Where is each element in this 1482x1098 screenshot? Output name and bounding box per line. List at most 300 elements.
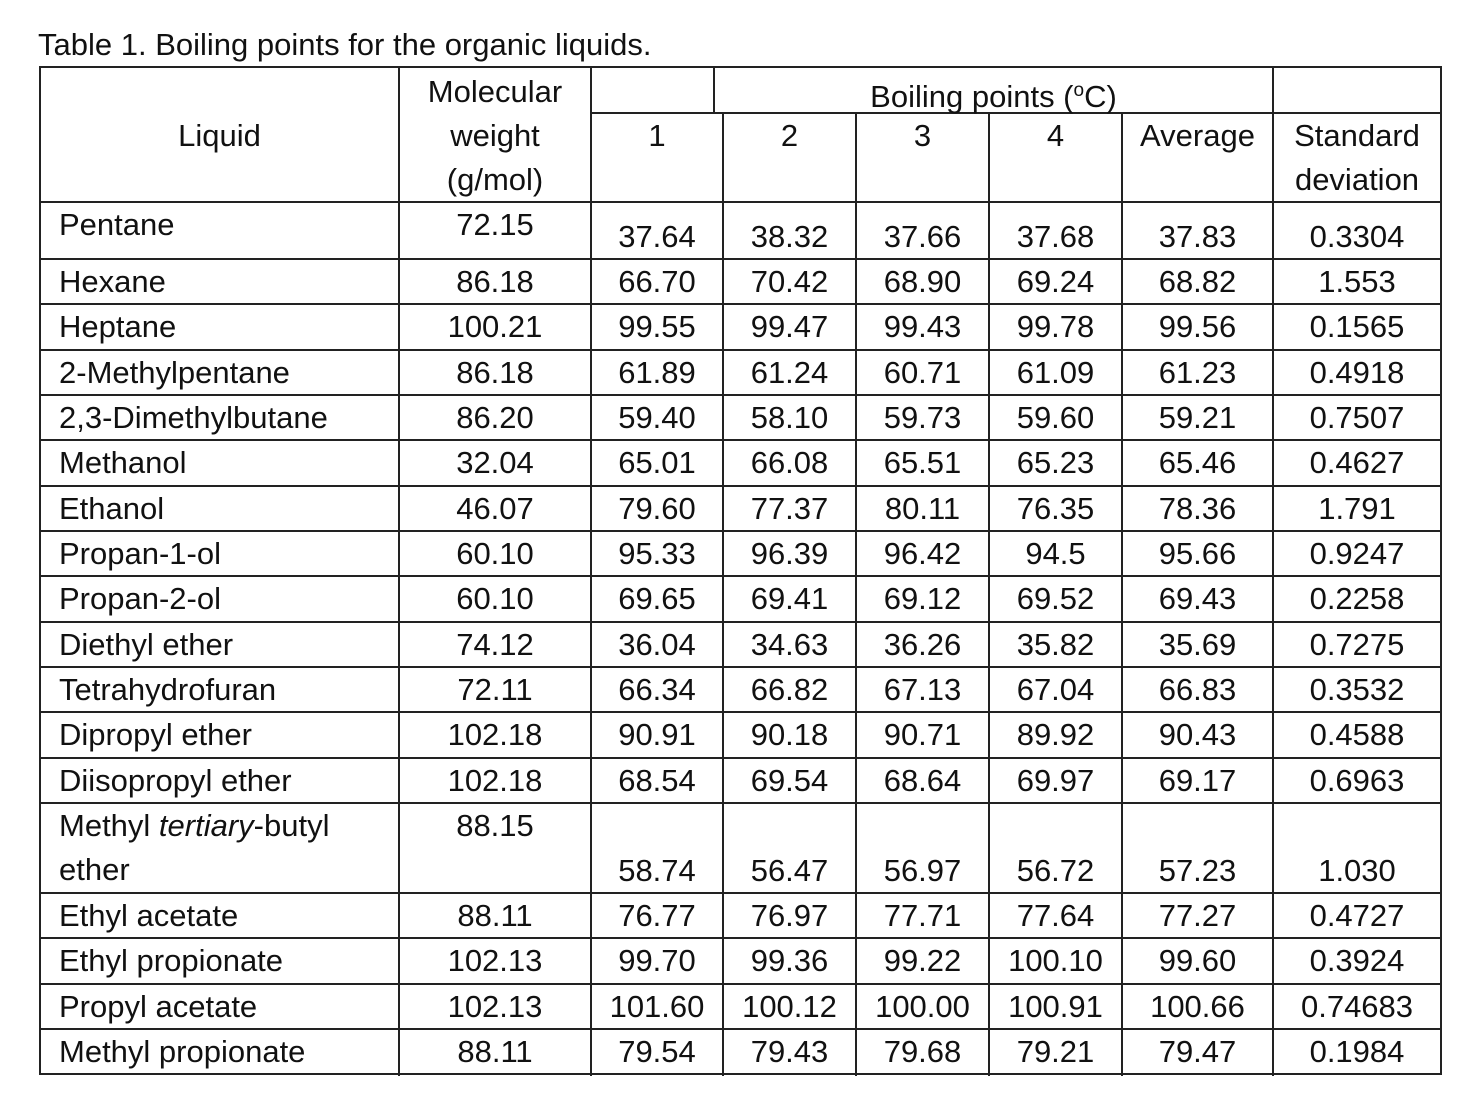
table-cell-liquid: [41, 203, 400, 260]
table-cell-avg: [1123, 985, 1274, 1030]
table-cell-liquid: [41, 396, 400, 441]
table-cell-b3: [857, 305, 990, 351]
table-cell-sd: [1274, 203, 1440, 260]
table-cell-avg: [1123, 759, 1274, 804]
table-cell-b4: [990, 203, 1123, 260]
row-avg: 69.43: [1158, 581, 1237, 616]
table-cell-b3: [857, 668, 990, 713]
table-cell-liquid: [41, 260, 400, 305]
table-cell-b3: [857, 532, 990, 577]
row-b2: 70.42: [750, 264, 829, 299]
table-cell-mw: [400, 260, 592, 305]
row-liquid: Methanol: [59, 445, 187, 480]
row-sd: 0.2258: [1309, 581, 1405, 616]
row-liquid: Ethanol: [59, 491, 165, 526]
row-b4: 79.21: [1016, 1034, 1095, 1069]
row-avg: 37.83: [1158, 219, 1237, 254]
row-b3: 56.97: [883, 853, 962, 888]
row-b1: 69.65: [618, 581, 696, 616]
header-boiling-points: Boiling points ($^o$C): [870, 79, 1117, 114]
row-b2: 38.32: [750, 219, 829, 254]
row-b2: 79.43: [750, 1034, 829, 1069]
row-sd: 0.4588: [1309, 717, 1405, 752]
row-b2: 100.12: [742, 989, 837, 1024]
table-cell-avg: [1123, 668, 1274, 713]
header-sd-line1: Standard: [1294, 118, 1420, 153]
table-cell-b1: [592, 260, 724, 305]
row-avg: 68.82: [1158, 264, 1237, 299]
table-cell-b1: [592, 305, 724, 351]
table-cell-mw: [400, 713, 592, 759]
table-cell-b3: [857, 487, 990, 532]
table-cell-b1: [592, 759, 724, 804]
table-cell-b1: [592, 351, 724, 396]
table-cell-avg: [1123, 305, 1274, 351]
row-liquid: Dipropyl ether: [59, 717, 252, 752]
table-cell-sd: [1274, 351, 1440, 396]
header-average: Average: [1140, 118, 1255, 153]
table-cell-sd: [1274, 260, 1440, 305]
row-b3: 96.42: [883, 536, 962, 571]
row-avg: 61.23: [1158, 355, 1237, 390]
row-mw: 100.21: [447, 309, 543, 344]
table-cell-mw: [400, 396, 592, 441]
row-b2: 56.47: [750, 853, 829, 888]
row-mw: 32.04: [456, 445, 534, 480]
table-cell-mw: [400, 759, 592, 804]
row-sd: 0.74683: [1300, 989, 1414, 1024]
row-liquid: Ethyl propionate: [59, 943, 284, 978]
row-b3: 77.71: [883, 898, 962, 933]
row-b4: 69.24: [1016, 264, 1095, 299]
table-cell-liquid: [41, 759, 400, 804]
table-cell-liquid: [41, 804, 400, 894]
header-boiling-points-group: [715, 68, 1274, 114]
row-avg: 57.23: [1158, 853, 1237, 888]
header-run4-cell: [990, 114, 1123, 203]
table-cell-liquid: [41, 939, 400, 985]
table-cell-sd: [1274, 894, 1440, 939]
table-cell-sd: [1274, 713, 1440, 759]
table-cell-sd: [1274, 487, 1440, 532]
row-mw: 102.13: [447, 989, 543, 1024]
row-b3: 68.90: [883, 264, 962, 299]
row-b4: 56.72: [1016, 853, 1095, 888]
row-avg: 95.66: [1158, 536, 1237, 571]
table-cell-b3: [857, 759, 990, 804]
row-mw: 74.12: [456, 627, 534, 662]
table-cell-b4: [990, 351, 1123, 396]
header-blank-cell: [592, 68, 715, 114]
row-liquid: 2,3-Dimethylbutane: [59, 400, 328, 435]
table-cell-b4: [990, 532, 1123, 577]
row-mw: 86.18: [456, 264, 534, 299]
row-mw: 46.07: [456, 491, 534, 526]
row-b4: 59.60: [1016, 400, 1095, 435]
table-cell-mw: [400, 623, 592, 668]
row-b1: 95.33: [618, 536, 696, 571]
row-b1: 76.77: [618, 898, 696, 933]
table-cell-sd: [1274, 1030, 1440, 1076]
table-cell-b4: [990, 396, 1123, 441]
row-b2: 76.97: [750, 898, 829, 933]
table-cell-b4: [990, 713, 1123, 759]
row-b3: 69.12: [883, 581, 962, 616]
row-b4: 61.09: [1016, 355, 1095, 390]
table-cell-liquid: [41, 487, 400, 532]
row-sd: 0.7275: [1309, 627, 1405, 662]
row-mw: 88.11: [457, 1034, 533, 1069]
table-cell-liquid: [41, 985, 400, 1030]
table-cell-sd: [1274, 939, 1440, 985]
table-cell-liquid: [41, 668, 400, 713]
table-cell-mw: [400, 804, 592, 894]
row-liquid-line2: ether: [59, 852, 130, 887]
row-mw: 88.11: [457, 898, 533, 933]
table-cell-sd: [1274, 668, 1440, 713]
row-b4: 100.10: [1008, 943, 1103, 978]
row-mw: 86.20: [456, 400, 534, 435]
header-run4: 4: [1046, 118, 1065, 153]
row-b3: 67.13: [883, 672, 962, 707]
header-run1: 1: [648, 118, 666, 153]
row-mw: 102.13: [447, 943, 543, 978]
table-cell-b4: [990, 985, 1123, 1030]
table-cell-b2: [724, 577, 857, 623]
row-b3: 99.22: [883, 943, 962, 978]
header-run2-cell: [724, 114, 857, 203]
header-mw-line3: (g/mol): [446, 162, 544, 197]
table-cell-liquid: [41, 1030, 400, 1076]
table-cell-sd: [1274, 441, 1440, 487]
table-cell-mw: [400, 203, 592, 260]
table-cell-b2: [724, 804, 857, 894]
row-avg: 90.43: [1158, 717, 1237, 752]
table-cell-liquid: [41, 532, 400, 577]
table-cell-avg: [1123, 939, 1274, 985]
table-cell-mw: [400, 1030, 592, 1076]
table-cell-b3: [857, 804, 990, 894]
table-cell-liquid: [41, 623, 400, 668]
table-cell-avg: [1123, 351, 1274, 396]
row-mw: 88.15: [456, 808, 534, 843]
row-sd: 1.030: [1318, 853, 1396, 888]
row-avg: 99.56: [1158, 309, 1237, 344]
table-cell-avg: [1123, 894, 1274, 939]
row-sd: 0.3304: [1309, 219, 1405, 254]
row-b4: 99.78: [1016, 309, 1095, 344]
row-b1: 61.89: [618, 355, 696, 390]
header-mw-cell: [400, 68, 592, 203]
header-average-cell: [1123, 114, 1274, 203]
table-cell-b1: [592, 894, 724, 939]
header-run1-cell: [592, 114, 724, 203]
row-b4: 89.92: [1016, 717, 1095, 752]
table-cell-avg: [1123, 203, 1274, 260]
row-mw: 60.10: [456, 581, 534, 616]
row-b2: 69.54: [750, 763, 829, 798]
table-cell-b3: [857, 713, 990, 759]
row-sd: 0.1565: [1309, 309, 1405, 344]
table-cell-b4: [990, 759, 1123, 804]
row-b3: 60.71: [883, 355, 962, 390]
table-cell-b3: [857, 441, 990, 487]
row-b4: 100.91: [1008, 989, 1103, 1024]
table-cell-liquid: [41, 894, 400, 939]
table-cell-mw: [400, 985, 592, 1030]
row-sd: 0.9247: [1309, 536, 1405, 571]
table-cell-avg: [1123, 1030, 1274, 1076]
table-cell-b1: [592, 668, 724, 713]
table-cell-sd: [1274, 623, 1440, 668]
table-cell-liquid: [41, 351, 400, 396]
row-sd: 0.7507: [1309, 400, 1405, 435]
row-sd: 0.3924: [1309, 943, 1405, 978]
row-liquid: Pentane: [59, 207, 175, 242]
row-sd: 0.6963: [1309, 763, 1405, 798]
table-cell-avg: [1123, 623, 1274, 668]
row-b2: 66.08: [750, 445, 829, 480]
table-cell-b3: [857, 623, 990, 668]
row-b3: 68.64: [883, 763, 962, 798]
table-cell-b1: [592, 203, 724, 260]
table-cell-b1: [592, 985, 724, 1030]
table-cell-b4: [990, 577, 1123, 623]
row-b1: 68.54: [618, 763, 696, 798]
row-avg: 77.27: [1158, 898, 1237, 933]
table-cell-mw: [400, 668, 592, 713]
row-b4: 65.23: [1016, 445, 1095, 480]
row-b1: 36.04: [618, 627, 696, 662]
row-b3: 59.73: [883, 400, 962, 435]
table-cell-liquid: [41, 305, 400, 351]
row-b2: 69.41: [750, 581, 829, 616]
table-cell-b4: [990, 623, 1123, 668]
table-cell-mw: [400, 894, 592, 939]
row-b2: 99.47: [750, 309, 829, 344]
table-cell-b1: [592, 532, 724, 577]
row-b2: 99.36: [750, 943, 829, 978]
row-mw: 86.18: [456, 355, 534, 390]
row-b2: 34.63: [750, 627, 829, 662]
table-cell-mw: [400, 577, 592, 623]
row-b1: 58.74: [618, 853, 696, 888]
boiling-points-table: [39, 66, 1442, 1075]
table-cell-b3: [857, 577, 990, 623]
table-cell-b1: [592, 396, 724, 441]
table-cell-liquid: [41, 713, 400, 759]
table-cell-b3: [857, 203, 990, 260]
row-liquid: Tetrahydrofuran: [59, 672, 277, 707]
row-b1: 90.91: [618, 717, 696, 752]
table-cell-b4: [990, 305, 1123, 351]
row-sd: 0.4918: [1309, 355, 1405, 390]
header-sd-cell: [1274, 114, 1440, 203]
row-b1: 65.01: [618, 445, 696, 480]
row-b4: 69.52: [1016, 581, 1095, 616]
row-liquid: Methyl propionate: [59, 1034, 306, 1069]
table-cell-liquid: [41, 577, 400, 623]
header-run3-cell: [857, 114, 990, 203]
row-avg: 69.17: [1158, 763, 1237, 798]
table-cell-avg: [1123, 487, 1274, 532]
header-mw-line2: weight: [450, 118, 540, 153]
row-sd: 1.791: [1318, 491, 1396, 526]
table-cell-b3: [857, 939, 990, 985]
header-blank-cell-right: [1274, 68, 1440, 114]
table-cell-b2: [724, 396, 857, 441]
table-cell-b1: [592, 623, 724, 668]
table-cell-sd: [1274, 532, 1440, 577]
table-cell-b3: [857, 396, 990, 441]
row-mw: 60.10: [456, 536, 534, 571]
header-sd-line2: deviation: [1294, 162, 1420, 197]
table-cell-b3: [857, 985, 990, 1030]
table-cell-b1: [592, 939, 724, 985]
table-cell-sd: [1274, 759, 1440, 804]
table-cell-avg: [1123, 577, 1274, 623]
row-mw: 72.15: [456, 207, 534, 242]
row-liquid: Diisopropyl ether: [59, 763, 292, 798]
table-cell-sd: [1274, 577, 1440, 623]
table-cell-b4: [990, 441, 1123, 487]
header-run2: 2: [780, 118, 799, 153]
row-b3: 100.00: [875, 989, 970, 1024]
row-avg: 99.60: [1158, 943, 1237, 978]
row-sd: 0.3532: [1309, 672, 1405, 707]
table-cell-b4: [990, 668, 1123, 713]
table-cell-sd: [1274, 804, 1440, 894]
row-b1: 66.70: [618, 264, 696, 299]
table-cell-b2: [724, 487, 857, 532]
row-b4: 69.97: [1016, 763, 1095, 798]
table-cell-avg: [1123, 713, 1274, 759]
table-cell-b4: [990, 260, 1123, 305]
header-liquid: Liquid: [178, 118, 261, 153]
row-mw: 102.18: [447, 717, 543, 752]
row-b1: 79.54: [618, 1034, 696, 1069]
table-cell-b4: [990, 804, 1123, 894]
row-b4: 77.64: [1016, 898, 1095, 933]
row-liquid: 2-Methylpentane: [59, 355, 290, 390]
row-liquid: Ethyl acetate: [59, 898, 239, 933]
row-liquid: Propyl acetate: [59, 989, 258, 1024]
row-b1: 37.64: [618, 219, 696, 254]
table-cell-b1: [592, 804, 724, 894]
table-cell-b1: [592, 441, 724, 487]
row-sd: 1.553: [1318, 264, 1396, 299]
row-b1: 66.34: [618, 672, 696, 707]
table-cell-mw: [400, 351, 592, 396]
row-avg: 78.36: [1158, 491, 1237, 526]
table-cell-b2: [724, 668, 857, 713]
row-b2: 58.10: [750, 400, 829, 435]
row-b4: 37.68: [1016, 219, 1095, 254]
row-b3: 90.71: [883, 717, 962, 752]
row-b4: 67.04: [1016, 672, 1095, 707]
row-b3: 99.43: [883, 309, 962, 344]
table-cell-sd: [1274, 396, 1440, 441]
row-b1: 101.60: [609, 989, 705, 1024]
table-cell-mw: [400, 939, 592, 985]
row-liquid: Heptane: [59, 309, 177, 344]
table-cell-b2: [724, 985, 857, 1030]
table-cell-b3: [857, 351, 990, 396]
row-liquid: Propan-2-ol: [59, 581, 221, 616]
row-b3: 36.26: [883, 627, 962, 662]
table-cell-avg: [1123, 804, 1274, 894]
table-caption: Table 1. Boiling points for the organic liquids.: [38, 27, 652, 62]
row-b1: 59.40: [618, 400, 696, 435]
table-cell-b4: [990, 894, 1123, 939]
table-cell-b2: [724, 203, 857, 260]
table-cell-sd: [1274, 985, 1440, 1030]
row-b1: 79.60: [618, 491, 696, 526]
header-liquid-cell: [41, 68, 400, 203]
row-avg: 100.66: [1150, 989, 1245, 1024]
table-cell-b3: [857, 894, 990, 939]
table-cell-b2: [724, 894, 857, 939]
table-cell-mw: [400, 532, 592, 577]
row-b2: 90.18: [750, 717, 829, 752]
row-b2: 77.37: [750, 491, 829, 526]
row-avg: 65.46: [1158, 445, 1237, 480]
table-cell-b2: [724, 939, 857, 985]
table-cell-liquid: [41, 441, 400, 487]
row-b2: 66.82: [750, 672, 829, 707]
row-b1: 99.70: [618, 943, 696, 978]
header-mw-line1: Molecular: [427, 74, 563, 109]
table-cell-b2: [724, 759, 857, 804]
row-sd: 0.4727: [1309, 898, 1405, 933]
table-cell-avg: [1123, 260, 1274, 305]
table-cell-b4: [990, 939, 1123, 985]
table-cell-b2: [724, 713, 857, 759]
table-cell-b1: [592, 487, 724, 532]
row-b4: 76.35: [1016, 491, 1095, 526]
table-cell-b2: [724, 260, 857, 305]
row-avg: 59.21: [1158, 400, 1237, 435]
table-cell-b1: [592, 577, 724, 623]
row-mw: 72.11: [457, 672, 533, 707]
table-cell-b4: [990, 487, 1123, 532]
row-sd: 0.1984: [1309, 1034, 1405, 1069]
row-b1: 99.55: [618, 309, 696, 344]
row-avg: 66.83: [1158, 672, 1237, 707]
row-sd: 0.4627: [1309, 445, 1405, 480]
row-liquid: Propan-1-ol: [59, 536, 221, 571]
row-avg: 79.47: [1158, 1034, 1237, 1069]
table-cell-b3: [857, 1030, 990, 1076]
row-b3: 80.11: [884, 491, 961, 526]
row-b4: 94.5: [1025, 536, 1086, 571]
table-cell-b2: [724, 1030, 857, 1076]
table-cell-b4: [990, 1030, 1123, 1076]
table-cell-b1: [592, 1030, 724, 1076]
row-avg: 35.69: [1158, 627, 1237, 662]
row-b2: 96.39: [750, 536, 829, 571]
table-cell-mw: [400, 305, 592, 351]
row-b3: 65.51: [883, 445, 962, 480]
table-cell-b2: [724, 441, 857, 487]
table-cell-b1: [592, 713, 724, 759]
row-liquid: Diethyl ether: [59, 627, 234, 662]
table-cell-avg: [1123, 441, 1274, 487]
row-b4: 35.82: [1016, 627, 1095, 662]
row-b3: 79.68: [883, 1034, 962, 1069]
table-cell-b2: [724, 305, 857, 351]
table-cell-b2: [724, 532, 857, 577]
